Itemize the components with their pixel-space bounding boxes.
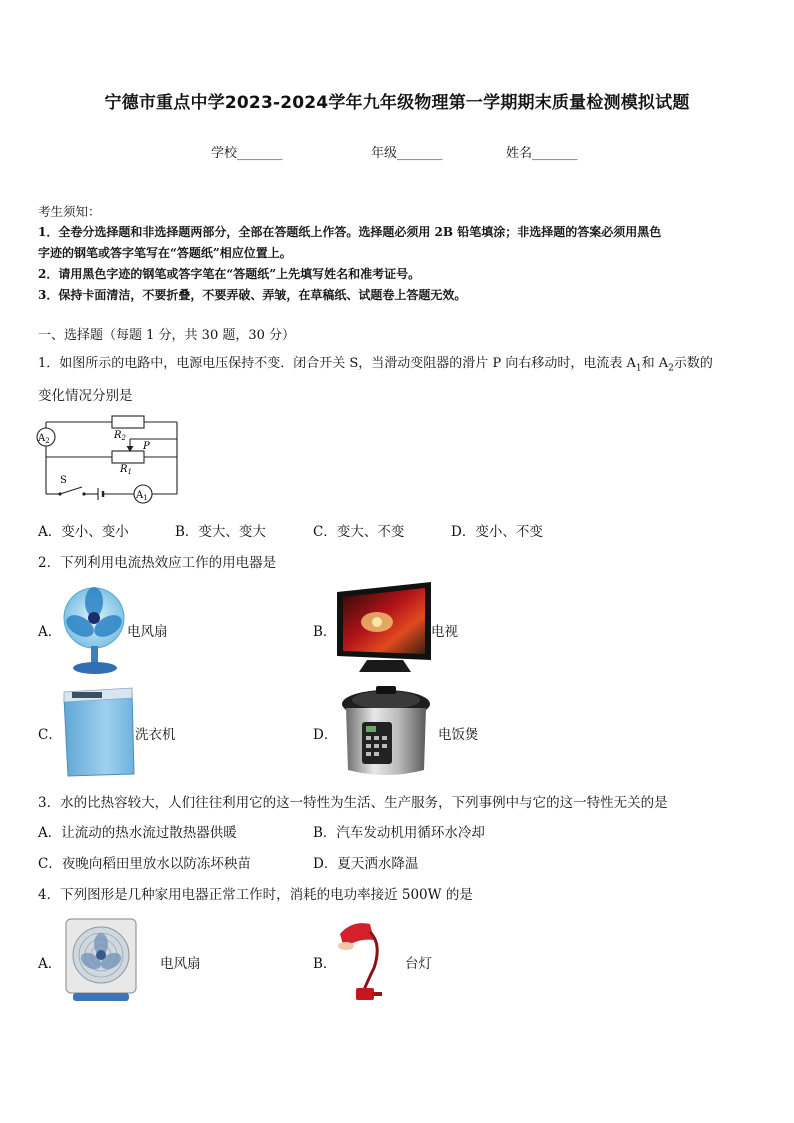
q2-option-a-letter: A． [38,624,62,640]
television-icon [333,580,433,678]
q3-option-a: A．让流动的热水流过散热器供暖 [38,825,237,841]
q2-option-d-letter: D． [313,727,338,743]
q4-option-b-label: 台灯 [405,956,432,972]
section-heading: 一、选择题（每题 1 分，共 30 题，30 分） [38,328,296,343]
q2-option-c-label: 洗衣机 [135,727,176,743]
p-label: P [143,441,150,452]
q1-option-c: C．变大、不变 [313,524,405,540]
electric-fan-icon [60,580,126,676]
notice-heading: 考生须知： [38,204,101,219]
notice-item-1: 1．全卷分选择题和非选择题两部分，全部在答题纸上作答。选择题必须用 2B 铅笔填涂；非选择题的答案必须用黑色 [38,225,662,239]
q4-stem: 4．下列图形是几种家用电器正常工作时，消耗的电功率接近 500W 的是 [38,887,473,903]
page-title: 宁德市重点中学2023-2024学年九年级物理第一学期期末质量检测模拟试题 [104,93,690,113]
switch-icon [60,487,82,494]
school-field: 学校_______ [211,146,283,161]
q3-stem: 3．水的比热容较大，人们往往利用它的这一特性为生活、生产服务，下列事例中与它的这一特性无关的是 [38,795,668,811]
notice-item-1b: 字迹的钢笔或答字笔写在“答题纸”相应位置上。 [38,246,292,260]
grade-field: 年级_______ [371,146,443,161]
a1-label: $A_1$ [136,490,148,502]
q1-stem-line2: 变化情况分别是 [38,388,133,404]
q1-option-b: B．变大、变大 [175,524,266,540]
washing-machine-icon [60,686,136,778]
desk-lamp-icon [334,918,390,1004]
box-fan-icon [63,916,139,1004]
q2-option-c-letter: C． [38,727,62,743]
q3-option-b: B．汽车发动机用循环水冷却 [313,825,485,841]
q2-option-b-letter: B． [313,624,337,640]
circuit-diagram [34,410,184,506]
q1-stem: 1．如图所示的电路中，电源电压保持不变．闭合开关 S，当滑动变阻器的滑片 P 向右移动时，电流表 $A_1$和 $A_2$示数的 [38,356,713,374]
q3-option-d: D．夏天洒水降温 [313,856,419,872]
notice-item-2: 2．请用黑色字迹的钢笔或答字笔在“答题纸”上先填写姓名和准考证号。 [38,267,421,281]
q2-stem: 2．下列利用电流热效应工作的用电器是 [38,555,277,571]
q2-option-d-label: 电饭煲 [438,727,479,743]
name-field: 姓名_______ [506,146,578,161]
q4-option-b-letter: B． [313,956,337,972]
q1-option-a: A．变小、变小 [38,524,129,540]
q2-option-a-label: 电风扇 [127,624,168,640]
q4-option-a-letter: A． [38,956,62,972]
a2-label: $A_2$ [38,433,50,445]
r2-label: $R_2$ [114,430,126,442]
notice-item-3: 3．保持卡面清洁，不要折叠，不要弄破、弄皱，在草稿纸、试题卷上答题无效。 [38,288,467,302]
s-label: S [60,475,67,486]
q1-option-d: D．变小、不变 [451,524,543,540]
q4-option-a-label: 电风扇 [160,956,201,972]
q3-option-c: C．夜晚向稻田里放水以防冻坏秧苗 [38,856,251,872]
r1-label: $R_1$ [120,464,132,476]
q2-option-b-label: 电视 [431,624,458,640]
rice-cooker-icon [338,682,434,780]
